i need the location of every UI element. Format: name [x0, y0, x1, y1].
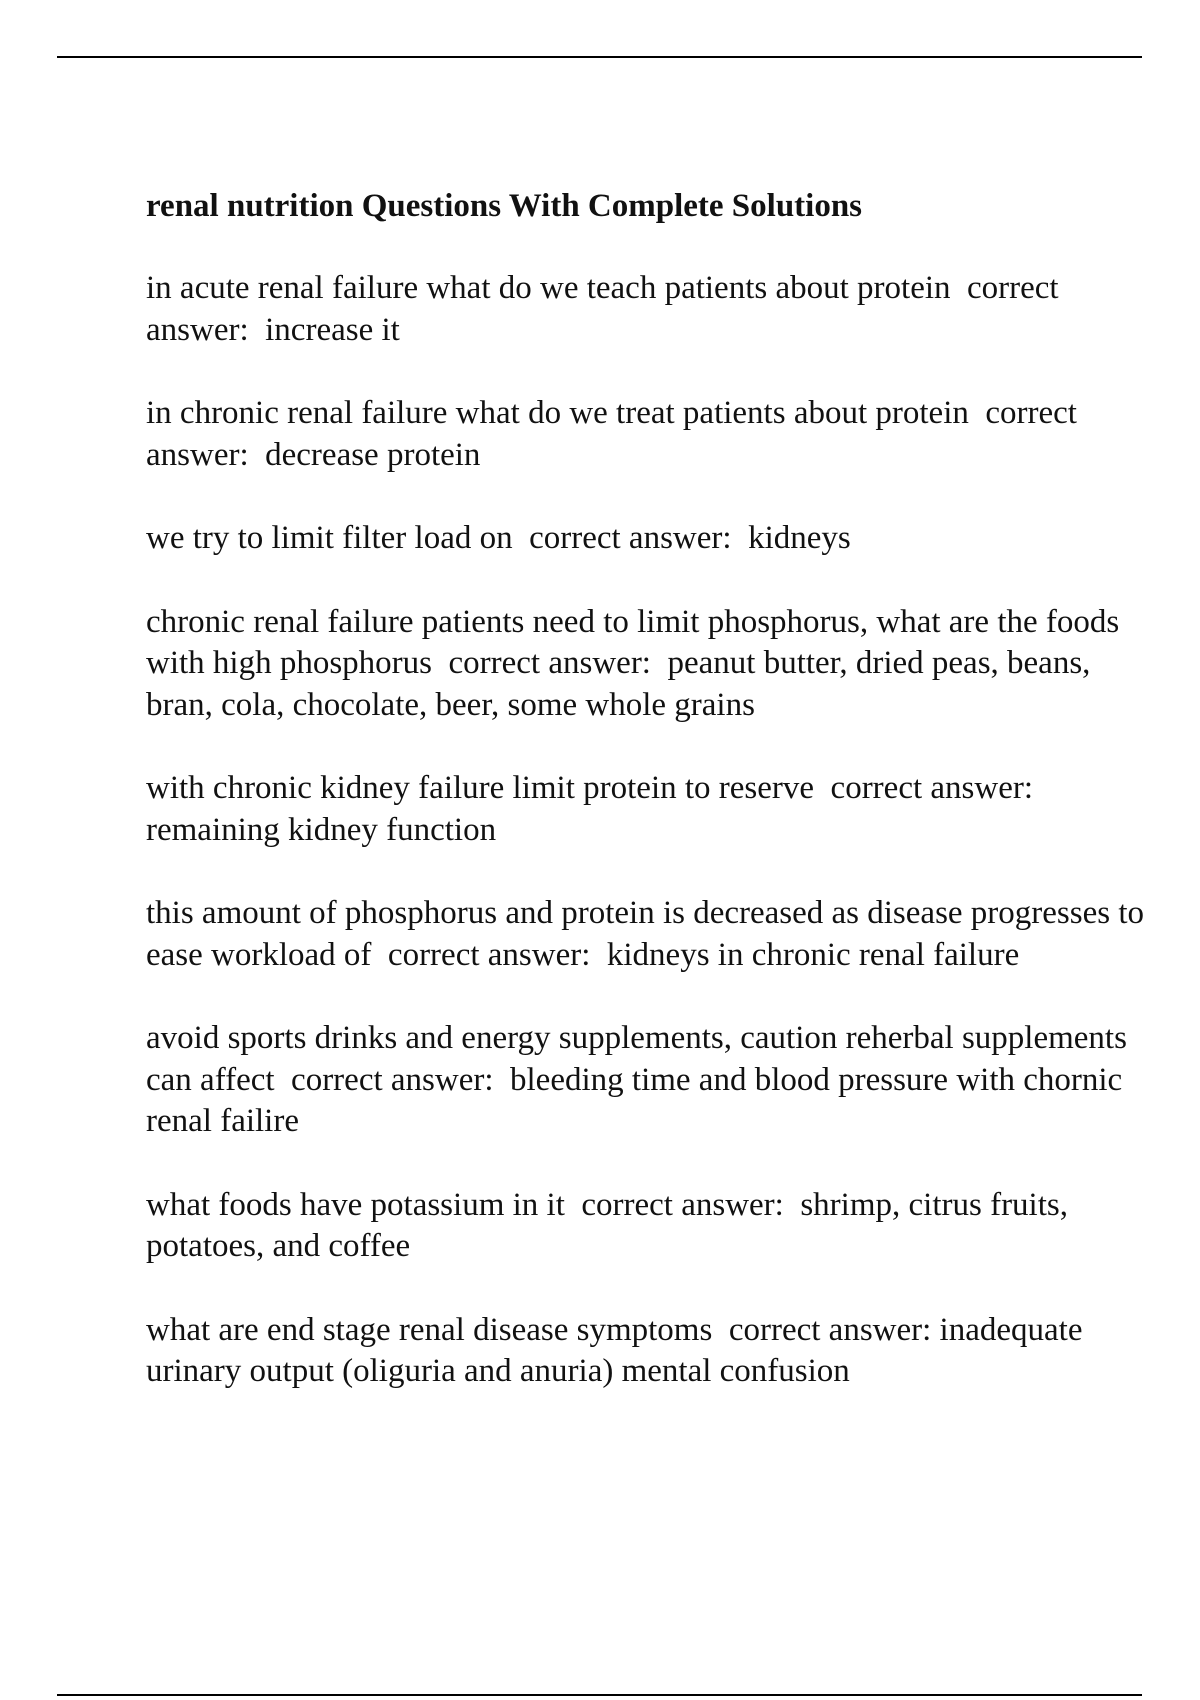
answer-text: shrimp, citrus fruits, potatoes, and coffee: [146, 1186, 1077, 1264]
qa-item-4: [146, 602, 1146, 727]
answer-text: inadequate urinary output (oliguria and anuria) mental confusion: [146, 1311, 1091, 1389]
question-text: in chronic renal failure what do we treat patients about protein: [146, 395, 969, 431]
header-rule: [57, 56, 1142, 58]
qa-item-9: [146, 1310, 1146, 1393]
qa-item-7: [146, 1018, 1146, 1143]
answer-label: correct answer:: [830, 770, 1034, 806]
answer-label: correct answer:: [529, 520, 732, 556]
answer-text: remaining kidney function: [146, 811, 497, 848]
qa-item-6: [146, 893, 1153, 976]
qa-item-1: [146, 268, 1146, 351]
question-text: in acute renal failure what do we teach patients about protein: [146, 270, 951, 306]
question-text: what foods have potassium in it: [146, 1186, 565, 1223]
document-title: renal nutrition Questions With Complete Solutions: [146, 188, 863, 224]
qa-item-2: [146, 393, 1146, 476]
answer-text: kidneys: [748, 520, 851, 556]
answer-text: peanut butter, dried peas, beans, bran, cola, chocolate, beer, some whole grains: [146, 645, 1099, 723]
answer-text: decrease protein: [265, 436, 481, 473]
qa-item-5: [146, 768, 1146, 851]
answer-label: correct answer:: [728, 1311, 932, 1348]
answer-label: correct answer:: [291, 1061, 494, 1098]
qa-item-8: [146, 1185, 1146, 1268]
answer-label: correct answer:: [146, 270, 1067, 348]
question-text: avoid sports drinks and energy supplements, caution reherbal supplements can affect: [146, 1020, 1136, 1098]
answer-text: increase it: [265, 311, 400, 348]
question-text: with chronic kidney failure limit protein to reserve: [146, 770, 815, 806]
qa-item-3: [146, 518, 1146, 560]
answer-text: kidneys in chronic renal failure: [606, 936, 1020, 973]
footer-rule: [57, 1694, 1142, 1696]
question-text: chronic renal failure patients need to limit phosphorus, what are the foods with high phosphorus: [146, 603, 1128, 681]
answer-label: correct answer:: [448, 645, 651, 681]
answer-label: correct answer:: [387, 936, 591, 973]
answer-label: correct answer:: [581, 1186, 784, 1223]
answer-label: correct answer:: [146, 395, 1086, 473]
question-text: what are end stage renal disease symptoms: [146, 1311, 713, 1348]
question-text: we try to limit filter load on: [146, 520, 513, 556]
document-body: [146, 186, 1153, 1435]
answer-text: bleeding time and blood pressure with chornic renal failire: [146, 1061, 1131, 1139]
question-text: this amount of phosphorus and protein is decreased as disease progresses to ease workload of: [146, 895, 1153, 973]
